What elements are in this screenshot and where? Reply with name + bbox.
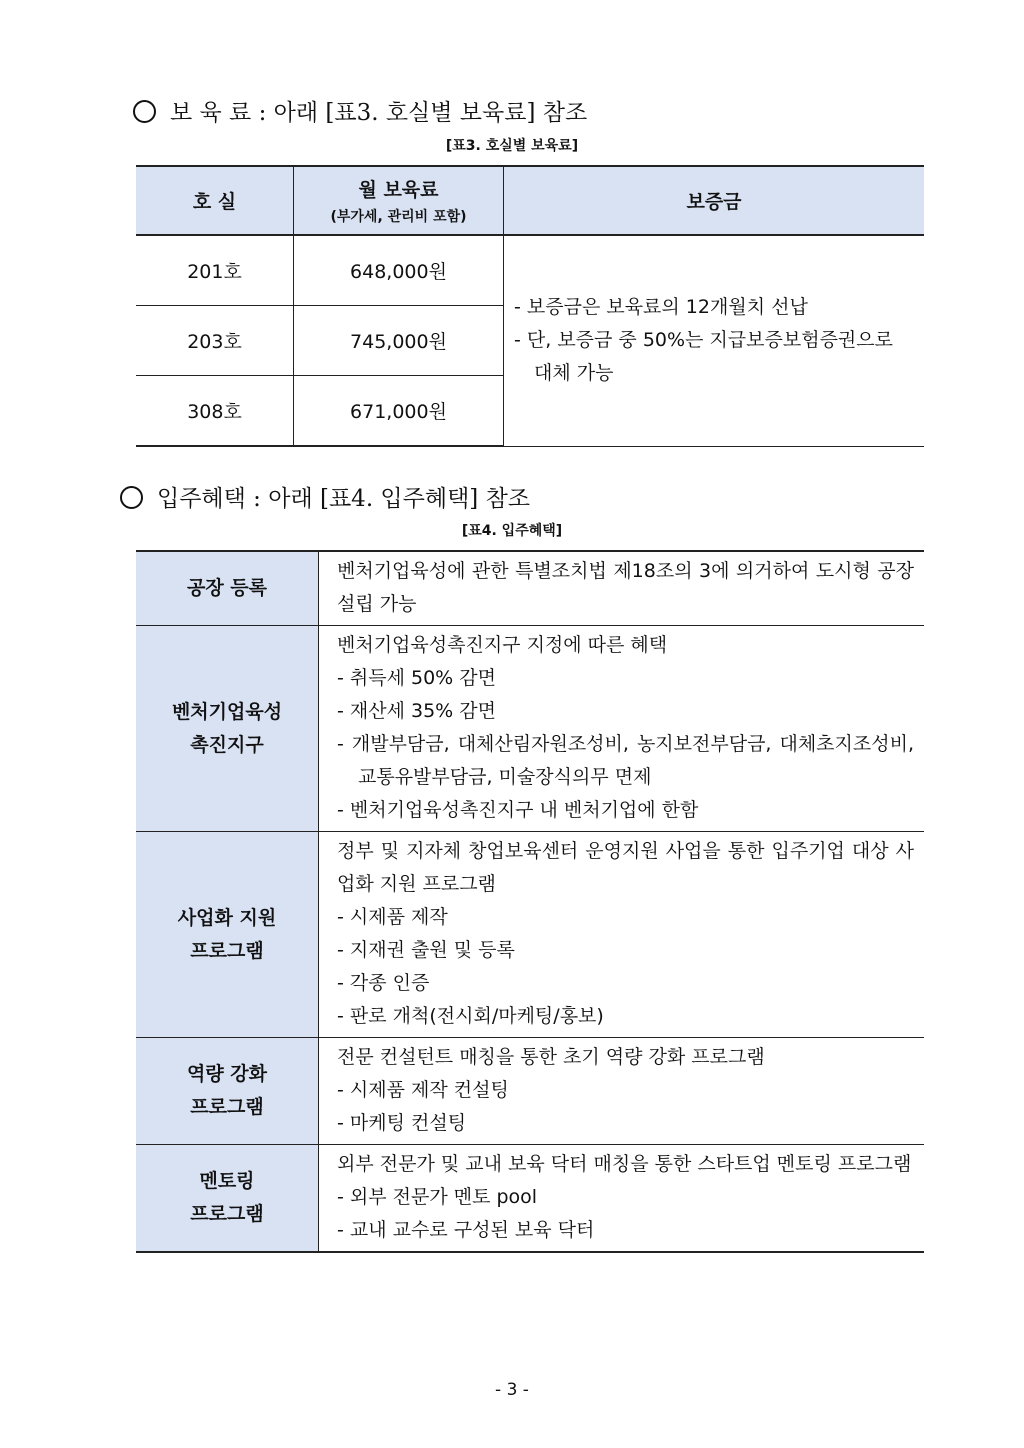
table-row — [136, 1145, 924, 1253]
benefit-key — [136, 832, 319, 1038]
benefit-key-line: 사업화 지원 — [177, 906, 277, 929]
header-deposit: 보증금 — [504, 166, 925, 235]
deposit-cell — [504, 235, 925, 446]
benefit-key-line: 멘토링 — [199, 1170, 255, 1192]
section-heading-text: 입주혜택 : 아래 [표4. 입주혜택] 참조 — [157, 486, 531, 512]
room-cell: 308호 — [136, 376, 294, 447]
room-cell: 201호 — [136, 235, 294, 306]
benefit-value — [319, 1038, 925, 1145]
benefit-bullet: - 외부 전문가 멘토 pool — [337, 1186, 538, 1208]
fee-cell: 745,000원 — [294, 306, 504, 376]
header-room: 호 실 — [136, 166, 294, 235]
table-row — [136, 551, 924, 626]
benefit-intro: 정부 및 지자체 창업보육센터 운영지원 사업을 통한 입주기업 대상 사업화 지원 프로그램 — [337, 840, 914, 895]
benefit-key — [136, 1038, 319, 1145]
benefit-value — [319, 626, 925, 832]
benefit-bullet: - 시제품 제작 컨설팅 — [337, 1079, 509, 1101]
benefit-key-line: 프로그램 — [190, 939, 264, 962]
page-number: - 3 - — [495, 1380, 529, 1400]
table-row — [136, 1038, 924, 1145]
benefit-key-line: 프로그램 — [190, 1203, 264, 1225]
benefit-key-line: 공장 등록 — [186, 577, 268, 599]
benefit-bullet: - 취득세 50% 감면 — [337, 667, 496, 689]
benefit-intro: 벤처기업육성촉진지구 지정에 따른 혜택 — [337, 634, 668, 656]
header-fee-label: 월 보육료 — [358, 179, 439, 201]
header-fee — [294, 166, 504, 235]
section-heading-benefits — [120, 480, 530, 513]
benefit-intro: 전문 컨설턴트 매칭을 통한 초기 역량 강화 프로그램 — [337, 1046, 765, 1068]
benefit-bullet: - 개발부담금, 대체산림자원조성비, 농지보전부담금, 대체초지조성비, 교통유발부담금, 미술장식의무 면제 — [337, 733, 914, 788]
benefit-value — [319, 1145, 925, 1253]
benefit-key — [136, 1145, 319, 1253]
benefit-key-line: 벤처기업육성 — [171, 700, 283, 723]
benefit-bullet: - 마케팅 컨설팅 — [337, 1112, 467, 1134]
benefit-bullet: - 교내 교수로 구성된 보육 닥터 — [337, 1219, 595, 1241]
benefit-bullet: - 지재권 출원 및 등록 — [337, 939, 515, 961]
benefit-value — [319, 832, 925, 1038]
fee-cell: 648,000원 — [294, 235, 504, 306]
benefit-bullet: - 벤처기업육성촉진지구 내 벤처기업에 한함 — [337, 799, 699, 821]
section-heading-text: 보 육 료 : 아래 [표3. 호실별 보육료] 참조 — [170, 100, 588, 126]
deposit-note: - 보증금은 보육료의 12개월치 선납 — [514, 296, 808, 319]
table3-caption: [표3. 호실별 보육료] — [445, 138, 579, 154]
benefit-key-line: 촉진지구 — [190, 733, 264, 756]
table-row — [136, 832, 924, 1038]
fee-cell: 671,000원 — [294, 376, 504, 447]
benefit-key-line: 프로그램 — [190, 1096, 264, 1118]
benefit-bullet: - 재산세 35% 감면 — [337, 700, 496, 722]
benefit-bullet: - 판로 개척(전시회/마케팅/홍보) — [337, 1005, 604, 1027]
benefit-key — [136, 551, 319, 626]
benefit-key-line: 역량 강화 — [186, 1063, 268, 1085]
circle-bullet-icon — [133, 100, 156, 123]
benefit-key — [136, 626, 319, 832]
table-row — [136, 626, 924, 832]
benefit-bullet: - 각종 인증 — [337, 972, 430, 994]
room-cell: 203호 — [136, 306, 294, 376]
header-fee-note: (부가세, 관리비 포함) — [330, 209, 467, 225]
table-header-row — [136, 166, 924, 235]
benefit-bullet: - 시제품 제작 — [337, 906, 448, 928]
benefits-table — [136, 550, 924, 1253]
circle-bullet-icon — [120, 486, 143, 509]
section-heading-fee — [133, 94, 587, 127]
deposit-note: - 단, 보증금 중 50%는 지급보증보험증권으로 대체 가능 — [514, 329, 893, 385]
fee-table — [136, 165, 924, 447]
benefit-intro: 외부 전문가 및 교내 보육 닥터 매칭을 통한 스타트업 멘토링 프로그램 — [337, 1153, 912, 1175]
benefit-intro: 벤처기업육성에 관한 특별조치법 제18조의 3에 의거하여 도시형 공장 설립 가능 — [337, 560, 914, 615]
table4-caption: [표4. 입주혜택] — [461, 523, 563, 539]
table-row — [136, 235, 924, 306]
benefit-value — [319, 551, 925, 626]
